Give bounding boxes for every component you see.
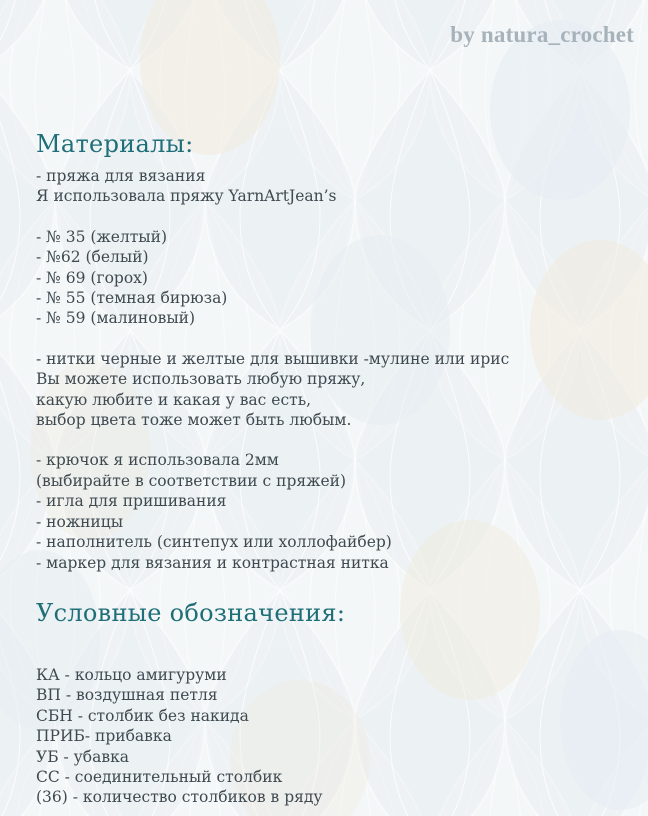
threads-note bbox=[36, 349, 626, 431]
materials-title: Материалы: bbox=[36, 130, 194, 158]
list-item: - нитки черные и желтые для вышивки -мулине или ирис bbox=[36, 349, 510, 368]
list-item: - пряжа для вязания bbox=[36, 167, 206, 185]
list-item: (выбирайте в соответствии с пряжей) bbox=[36, 471, 347, 490]
legend-list bbox=[36, 665, 626, 808]
tools-list bbox=[36, 450, 626, 572]
list-item: - игла для пришивания bbox=[36, 492, 227, 511]
list-item: - № 59 (малиновый) bbox=[36, 309, 196, 328]
list-item: - № 35 (желтый) bbox=[36, 227, 168, 246]
list-item: ПРИБ- прибавка bbox=[36, 727, 172, 746]
list-item: УБ - убавка bbox=[36, 747, 130, 766]
watermark-signature: by natura_crochet bbox=[450, 22, 634, 47]
list-item: Я использовала пряжу YarnArtJean’s bbox=[36, 187, 337, 206]
pattern-instructions bbox=[36, 130, 626, 808]
list-item: КА - кольцо амигуруми bbox=[36, 665, 227, 684]
list-item: - наполнитель (синтепух или холлофайбер) bbox=[36, 533, 392, 552]
list-item: - №62 (белый) bbox=[36, 248, 149, 267]
list-item: (36) - количество столбиков в ряду bbox=[36, 788, 323, 807]
list-item: СС - соединительный столбик bbox=[36, 767, 283, 786]
list-item: ВП - воздушная петля bbox=[36, 686, 218, 705]
list-item: - крючок я использовала 2мм bbox=[36, 451, 279, 470]
list-item: какую любите и какая у вас есть, bbox=[36, 390, 312, 409]
list-item: выбор цвета тоже может быть любым. bbox=[36, 411, 352, 430]
list-item: СБН - столбик без накида bbox=[36, 706, 249, 725]
yarn-colors-list bbox=[36, 227, 626, 329]
list-item: - № 69 (горох) bbox=[36, 268, 148, 287]
list-item: - маркер для вязания и контрастная нитка bbox=[36, 553, 389, 572]
legend-title: Условные обозначения: bbox=[36, 598, 346, 627]
list-item: - № 55 (темная бирюза) bbox=[36, 289, 228, 308]
materials-intro bbox=[36, 166, 626, 207]
list-item: - ножницы bbox=[36, 512, 124, 531]
list-item: Вы можете использовать любую пряжу, bbox=[36, 370, 366, 389]
